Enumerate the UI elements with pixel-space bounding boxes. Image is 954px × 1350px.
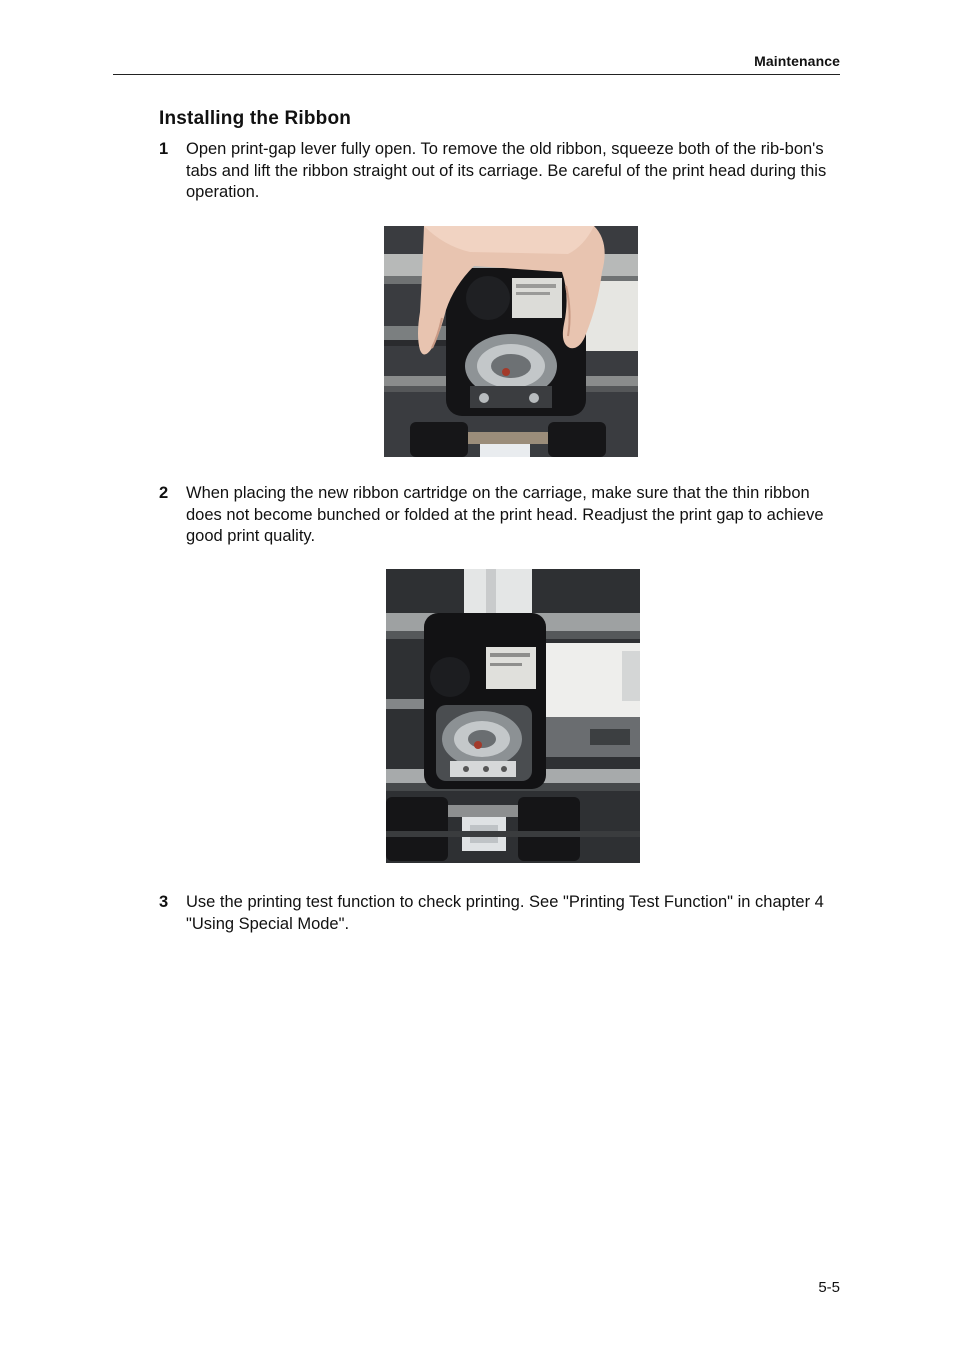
running-header bbox=[113, 52, 840, 75]
step-number: 3 bbox=[159, 893, 169, 911]
step-1 bbox=[159, 139, 844, 205]
step-3 bbox=[159, 892, 844, 936]
step-text: Use the printing test function to check printing. See "Printing Test Function" in chapter 4 "Using Special Mode". bbox=[186, 893, 824, 933]
step-number: 2 bbox=[159, 484, 169, 502]
photo-remove-ribbon bbox=[384, 226, 638, 457]
step-text: Open print-gap lever fully open. To remove the old ribbon, squeeze both of the rib-bon's tabs and lift the ribbon straight out of its carriage. Be careful of the print head during this operation. bbox=[186, 140, 827, 201]
page-number: 5-5 bbox=[818, 1279, 840, 1296]
step-text: When placing the new ribbon cartridge on the carriage, make sure that the thin ribbon does not become bunched or folded at the print head. Readjust the print gap to achieve good print quality. bbox=[186, 484, 824, 545]
header-section-title: Maintenance bbox=[754, 53, 840, 69]
page-title: Installing the Ribbon bbox=[159, 108, 352, 129]
step-2 bbox=[159, 483, 844, 549]
step-number: 1 bbox=[159, 140, 169, 158]
photo-install-ribbon bbox=[386, 569, 640, 863]
